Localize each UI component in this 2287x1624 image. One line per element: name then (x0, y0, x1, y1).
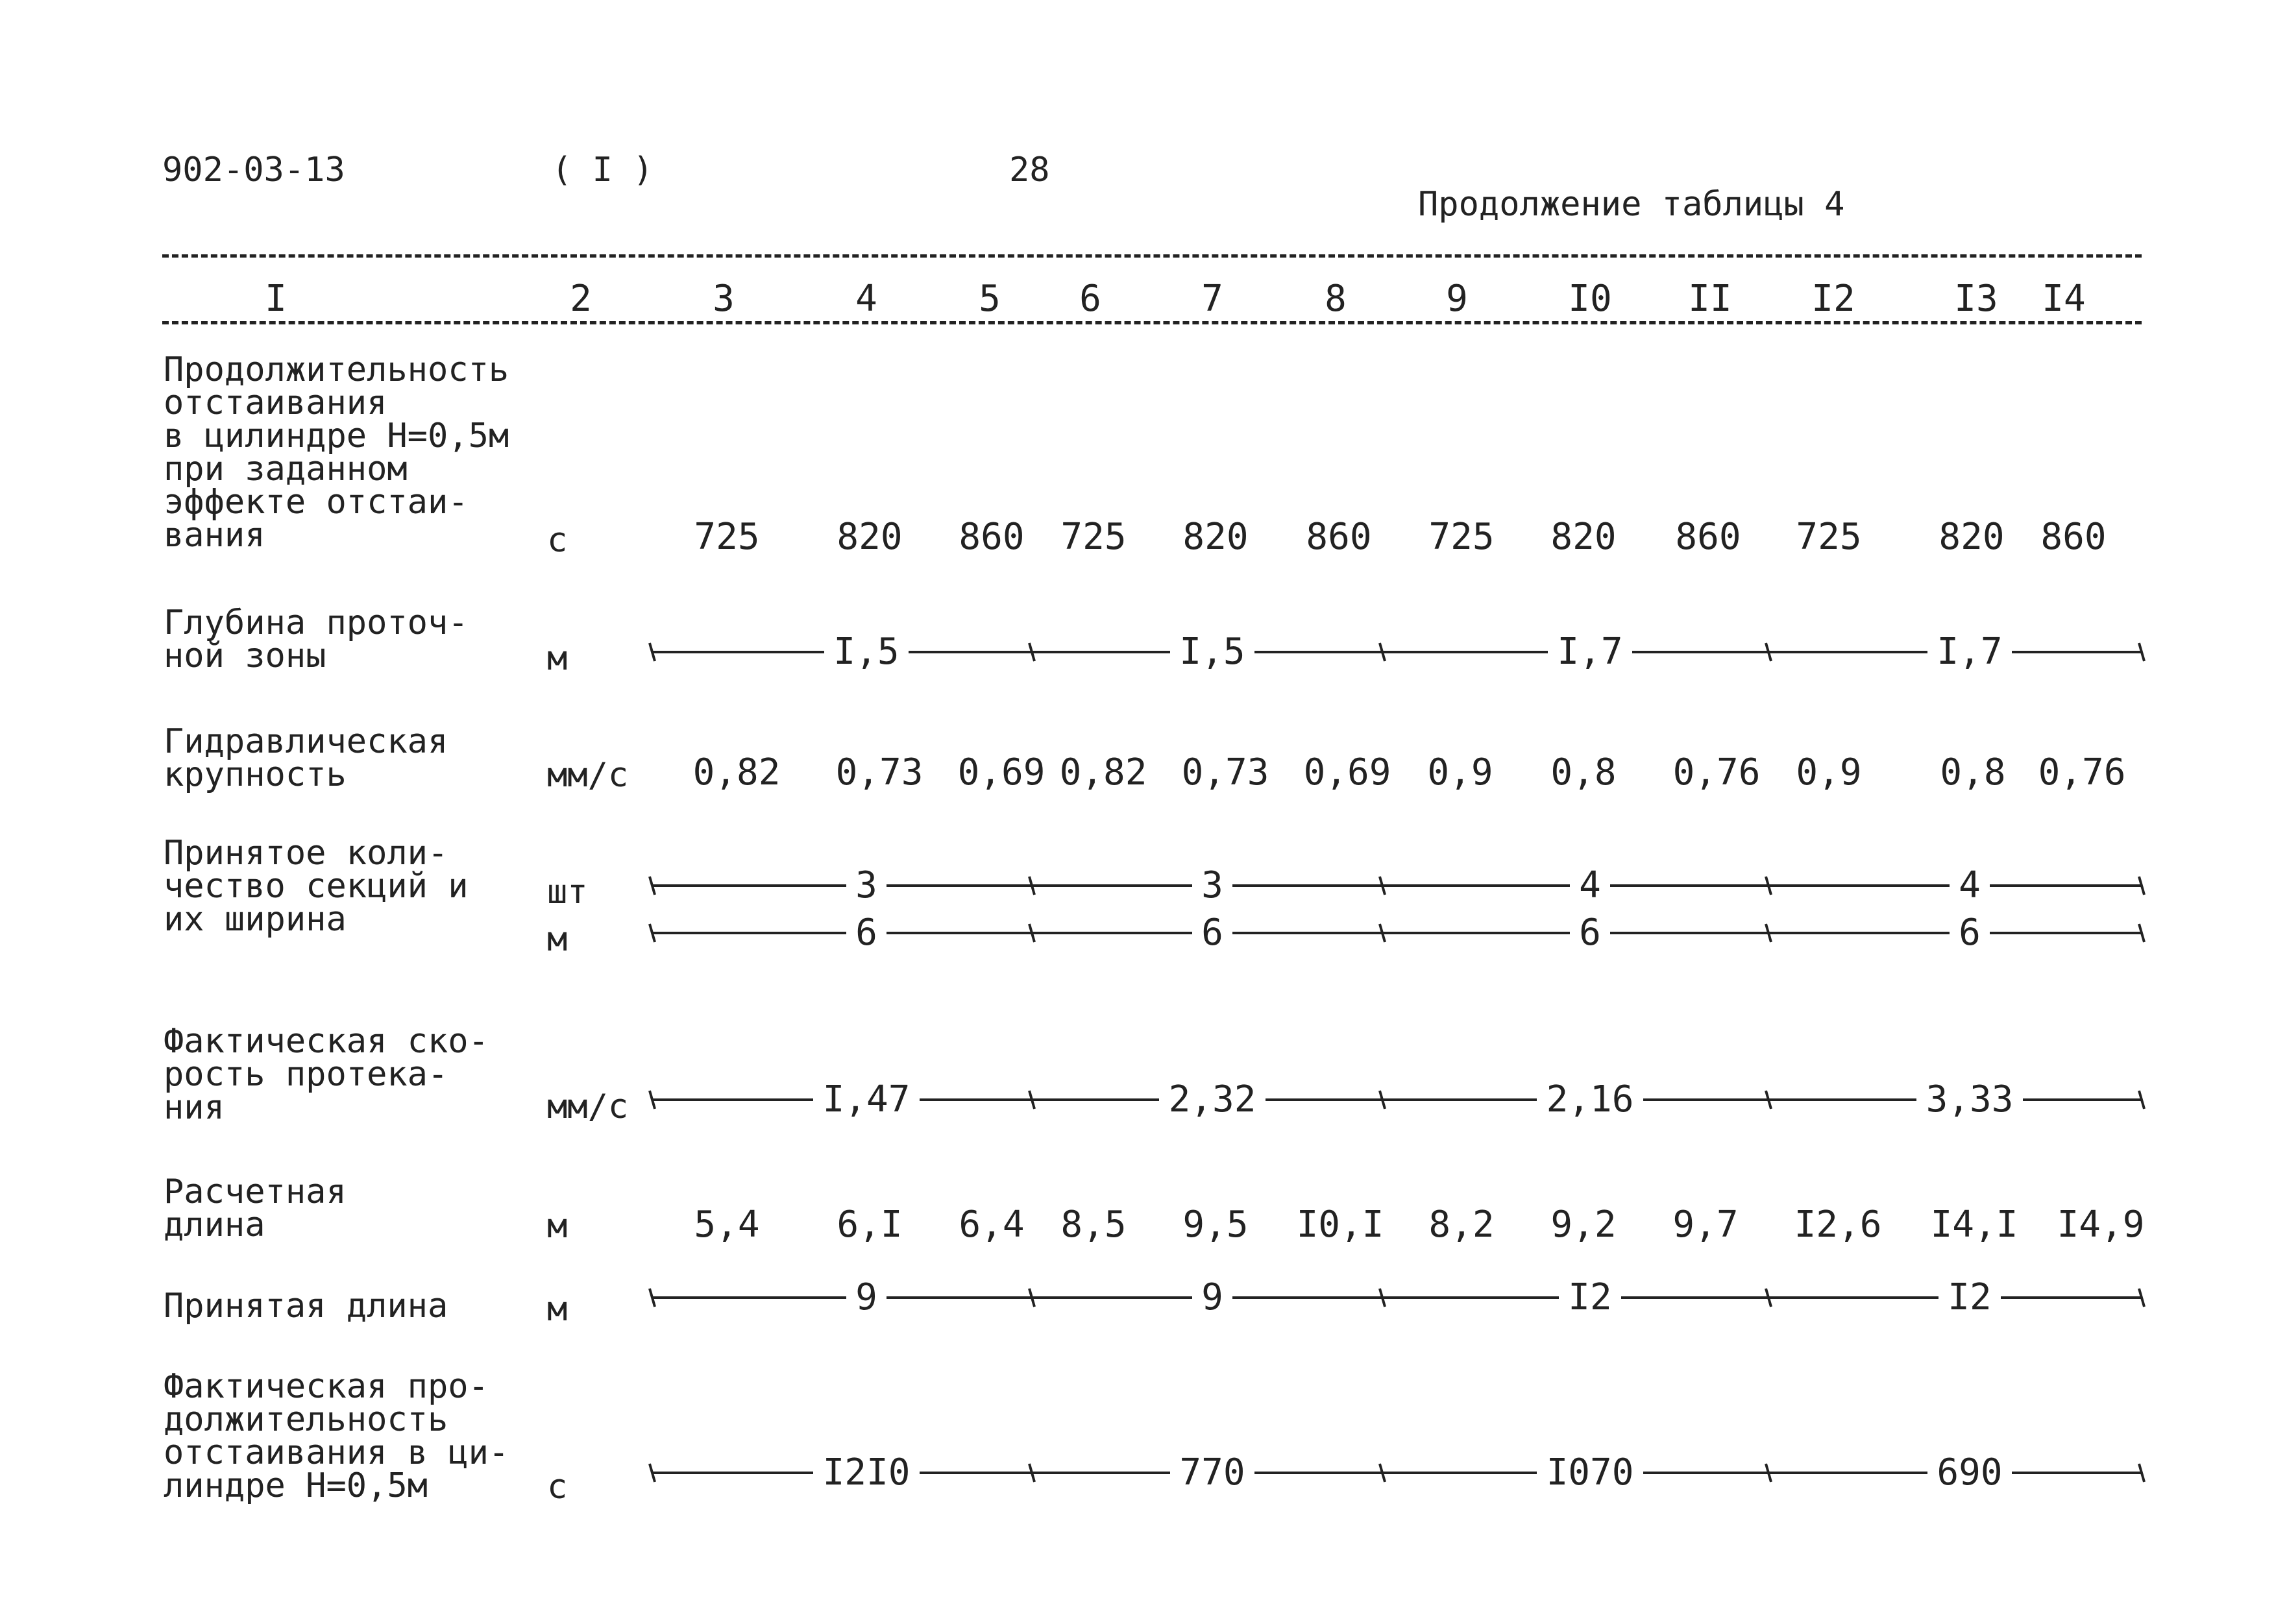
value-cell: 6,4 (959, 1204, 1025, 1246)
span-value-actual-duration: 770 (1179, 1451, 1245, 1494)
value-cell: I0,I (1296, 1204, 1384, 1246)
span-value-section-count: 4 (1959, 864, 1981, 906)
row-unit-actual-velocity: мм/с (547, 1087, 629, 1126)
value-cell: 5,4 (694, 1204, 760, 1246)
column-number: 5 (979, 278, 1001, 320)
span-value-actual-velocity: 2,16 (1546, 1078, 1634, 1121)
value-cell: 820 (1938, 516, 2005, 558)
column-number: I2 (1811, 278, 1855, 320)
span-value-section-count: 3 (855, 864, 877, 906)
row-unit-section-count: шт (547, 873, 588, 912)
value-cell: I4,9 (2057, 1204, 2145, 1246)
span-value-accepted-length: 9 (1201, 1276, 1223, 1318)
row-unit-accepted-length: м (547, 1290, 568, 1329)
span-value-flow-zone-depth: I,5 (833, 631, 899, 673)
value-cell: 9,5 (1182, 1204, 1249, 1246)
value-cell: 8,5 (1060, 1204, 1127, 1246)
value-cell: 0,82 (1059, 751, 1147, 794)
value-cell: 0,9 (1796, 751, 1862, 794)
value-cell: I2,6 (1794, 1204, 1882, 1246)
row-unit-settling-duration: с (547, 521, 568, 560)
value-cell: 0,82 (692, 751, 781, 794)
value-cell: 725 (1060, 516, 1127, 558)
row-unit-calc-length: м (547, 1207, 568, 1246)
span-value-section-width: 6 (1201, 912, 1223, 954)
row-label-actual-duration: Фактическая про- должительность отстаивания в ци- линдре Н=0,5м (164, 1367, 509, 1505)
span-value-section-width: 6 (1959, 912, 1981, 954)
value-cell: 820 (1550, 516, 1617, 558)
span-value-actual-velocity: I,47 (822, 1078, 911, 1121)
column-number: 3 (713, 278, 735, 320)
value-cell: 0,76 (2038, 751, 2126, 794)
row-unit-actual-duration: с (547, 1468, 568, 1507)
document-code: 902-03-13 (162, 151, 345, 189)
value-cell: 0,8 (1940, 751, 2006, 794)
span-value-actual-duration: 690 (1937, 1451, 2003, 1494)
value-cell: 860 (1675, 516, 1741, 558)
row-label-hydraulic-size: Гидравлическая крупность (164, 722, 448, 794)
span-value-actual-velocity: 3,33 (1926, 1078, 2014, 1121)
span-value-section-width: 6 (855, 912, 877, 954)
row-label-actual-velocity: Фактическая ско- рость протека- ния (164, 1022, 489, 1127)
value-cell: I4,I (1930, 1204, 2018, 1246)
column-number: I (265, 278, 287, 320)
span-value-actual-velocity: 2,32 (1168, 1078, 1256, 1121)
span-value-flow-zone-depth: I,7 (1557, 631, 1623, 673)
value-cell: 0,9 (1427, 751, 1493, 794)
row-unit-hydraulic-size: мм/с (547, 756, 629, 795)
column-number: 9 (1446, 278, 1468, 320)
column-number: 6 (1079, 278, 1101, 320)
page-number: 28 (1009, 151, 1050, 189)
value-cell: 0,73 (835, 751, 923, 794)
value-cell: 725 (694, 516, 760, 558)
row-unit-flow-zone-depth: м (547, 639, 568, 678)
value-cell: 725 (1428, 516, 1495, 558)
value-cell: 860 (2040, 516, 2107, 558)
span-value-flow-zone-depth: I,7 (1937, 631, 2003, 673)
value-cell: 0,69 (1303, 751, 1391, 794)
column-number: 2 (570, 278, 592, 320)
column-number: I4 (2042, 278, 2086, 320)
value-cell: 9,7 (1672, 1204, 1739, 1246)
row-label-flow-zone-depth: Глубина проточ- ной зоны (164, 603, 469, 675)
value-cell: 8,2 (1428, 1204, 1495, 1246)
column-number: I0 (1568, 278, 1612, 320)
span-value-flow-zone-depth: I,5 (1179, 631, 1245, 673)
value-cell: 860 (959, 516, 1025, 558)
column-number: I3 (1954, 278, 1998, 320)
row-label-accepted-length: Принятая длина (164, 1287, 448, 1326)
table-caption: Продолжение таблицы 4 (1418, 185, 1845, 224)
span-value-accepted-length: 9 (855, 1276, 877, 1318)
span-value-accepted-length: I2 (1568, 1276, 1612, 1318)
value-cell: 0,73 (1181, 751, 1269, 794)
value-cell: 820 (837, 516, 903, 558)
row-label-sections: Принятое коли- чество секций и их ширина (164, 834, 469, 939)
span-value-section-count: 4 (1579, 864, 1601, 906)
span-value-actual-duration: I070 (1546, 1451, 1634, 1494)
value-cell: 0,69 (957, 751, 1046, 794)
value-cell: 6,I (837, 1204, 903, 1246)
column-number: II (1688, 278, 1732, 320)
row-label-calc-length: Расчетная длина (164, 1172, 347, 1244)
span-value-section-count: 3 (1201, 864, 1223, 906)
value-cell: 725 (1796, 516, 1862, 558)
value-cell: 9,2 (1550, 1204, 1617, 1246)
document-part: ( I ) (552, 151, 654, 189)
column-number: 7 (1201, 278, 1223, 320)
column-number: 4 (855, 278, 877, 320)
row-label-settling-duration: Продолжительность отстаивания в цилиндре Н=0,5м при заданном эффекте отстаи- вания (164, 350, 509, 555)
value-cell: 0,8 (1550, 751, 1617, 794)
span-value-accepted-length: I2 (1948, 1276, 1992, 1318)
value-cell: 860 (1306, 516, 1372, 558)
value-cell: 820 (1182, 516, 1249, 558)
column-number: 8 (1325, 278, 1347, 320)
span-value-section-width: 6 (1579, 912, 1601, 954)
row-unit-section-width: м (547, 920, 568, 959)
span-value-actual-duration: I2I0 (822, 1451, 911, 1494)
value-cell: 0,76 (1672, 751, 1761, 794)
